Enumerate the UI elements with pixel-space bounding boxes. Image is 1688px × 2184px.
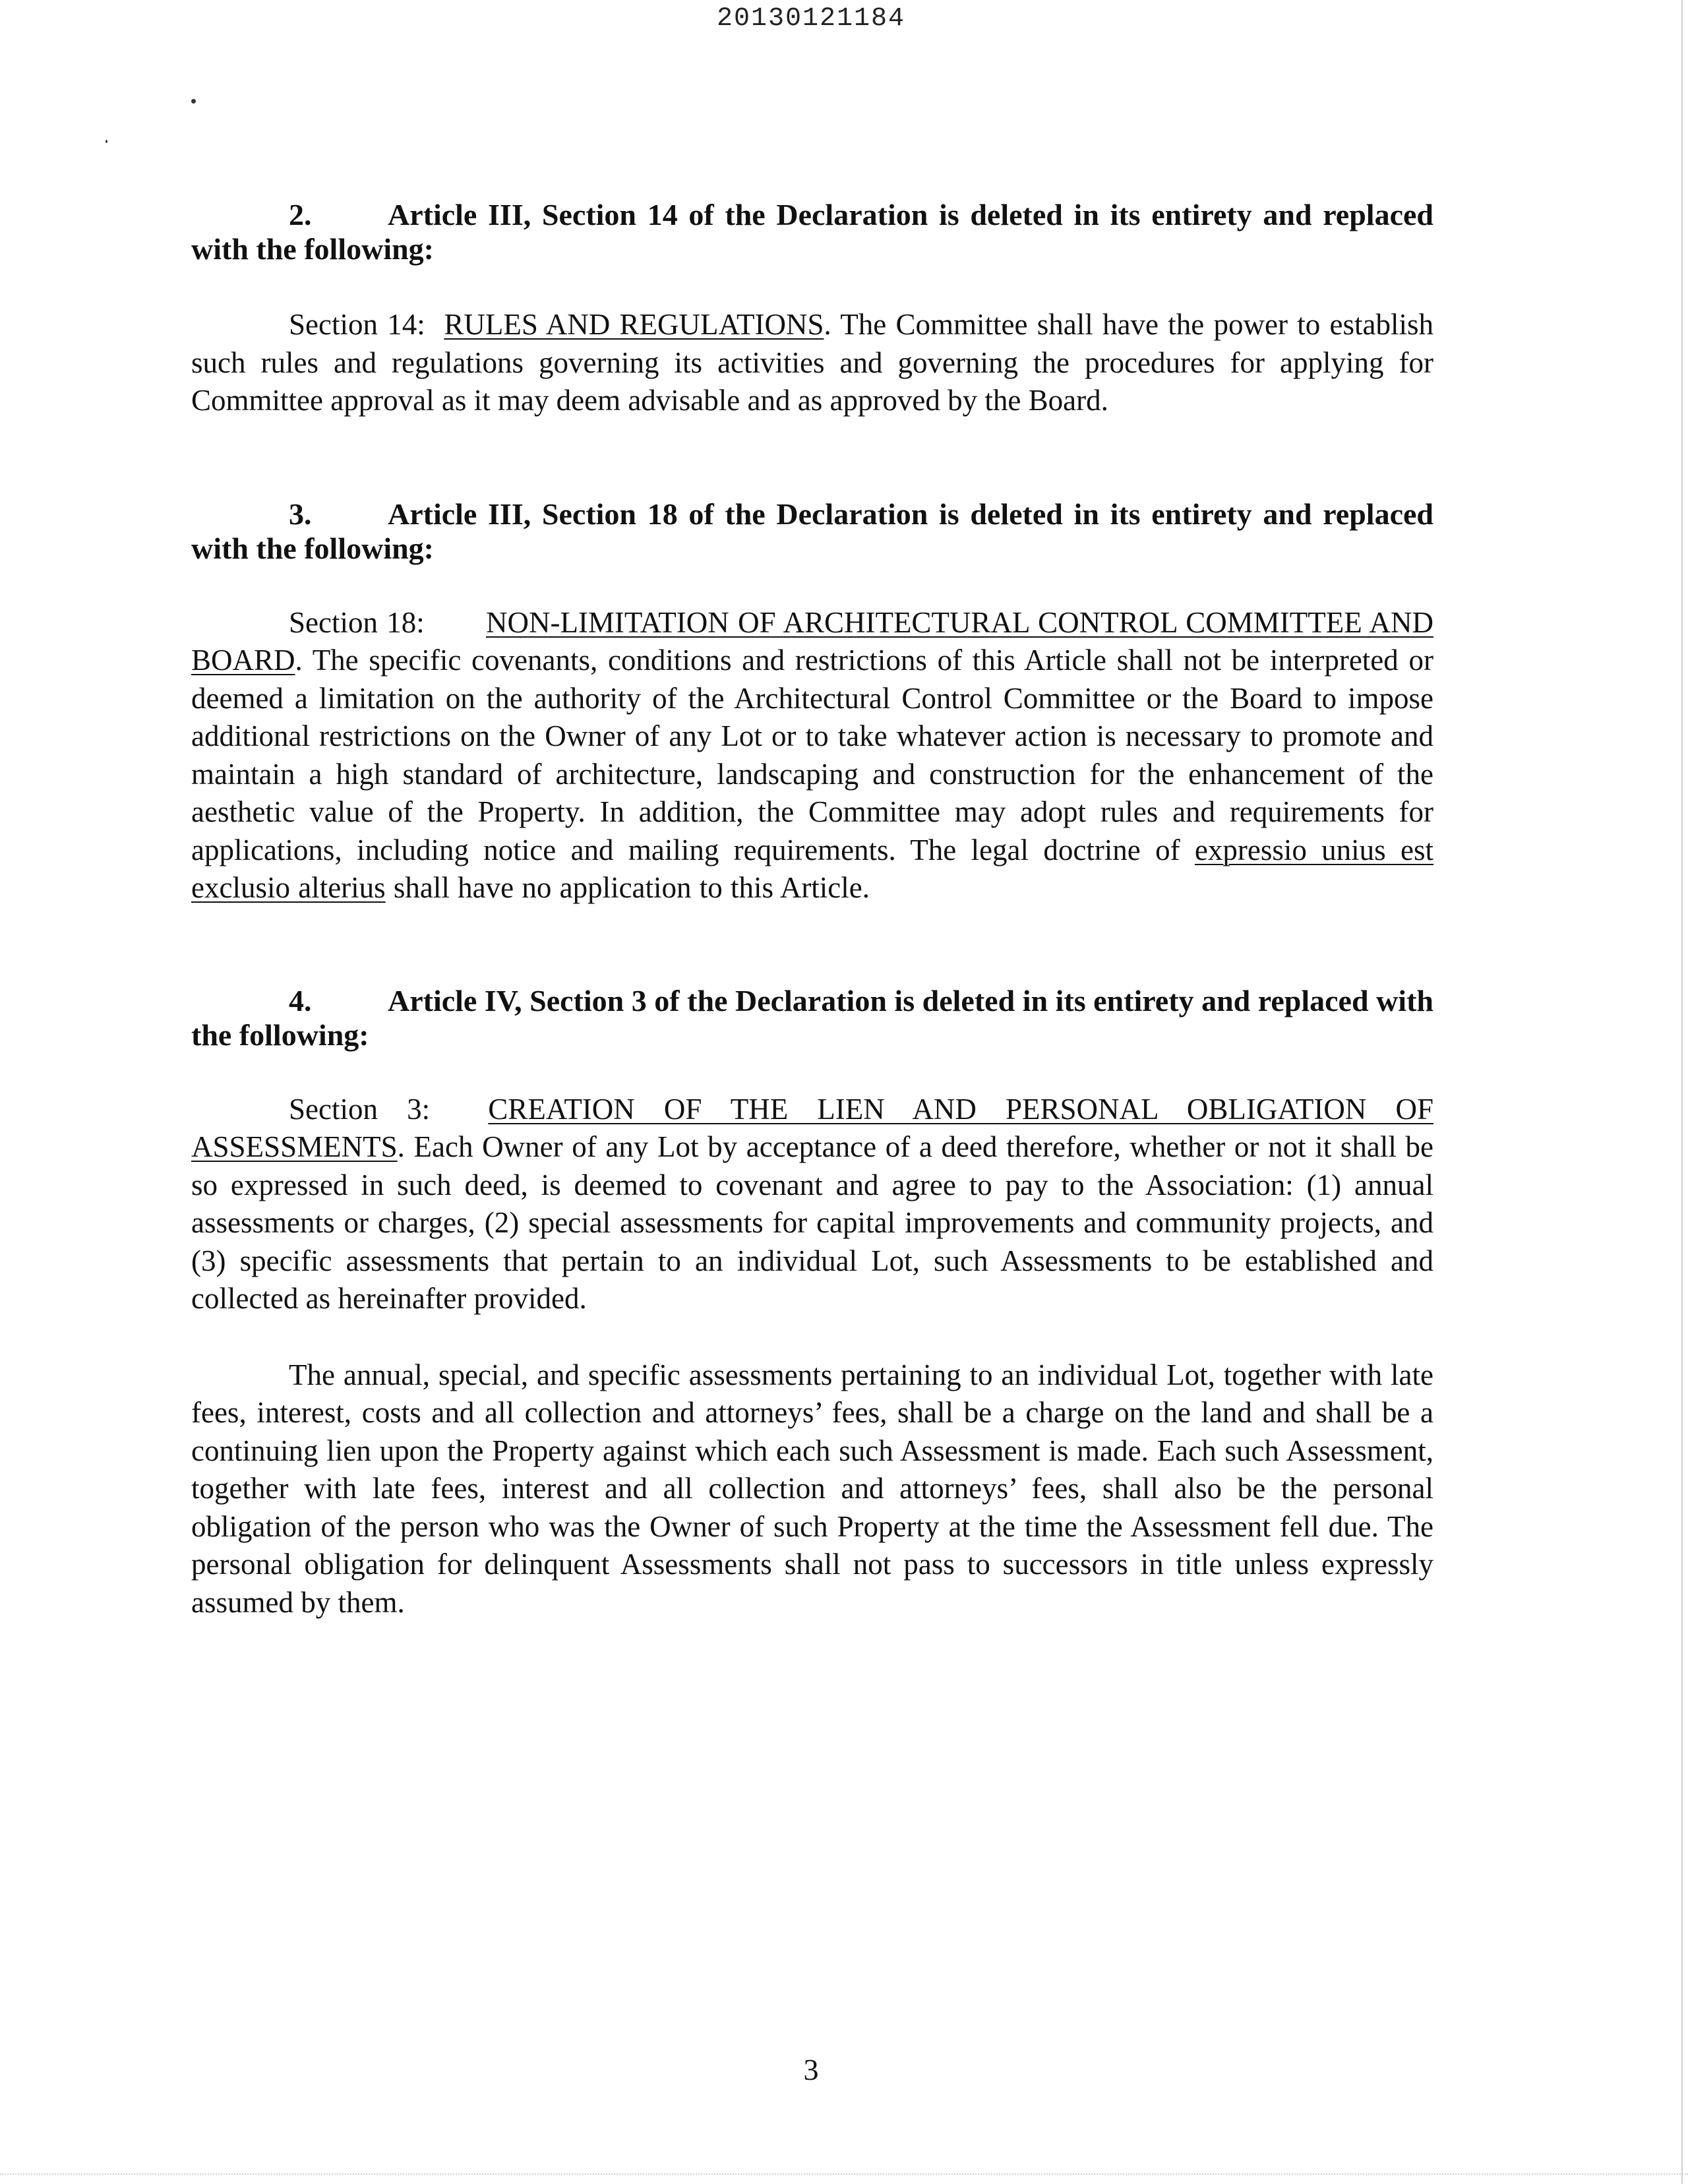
section-3-paragraph: [191, 1091, 1433, 1318]
amendment-heading-text: Article IV, Section 3 of the Declaration is deleted in its entirety and replaced with the following:: [191, 983, 1433, 1052]
section-text-end: shall have no application to this Article.: [385, 871, 870, 904]
section-label: Section 14:: [289, 308, 425, 341]
amendment-number: 2.: [289, 198, 312, 231]
section-text: . Each Owner of any Lot by acceptance of a deed therefore, whether or not it shall be so expressed in such deed, is deemed to covenant and agree to pay to the Association: (1) annual assessments or charges, (2) special assessments for capital improvements and community projects, and (3) specific assessments that pertain to an individual Lot, such Assessments to be established and collected as hereinafter provided.: [191, 1130, 1433, 1315]
recorder-document-number: 20130121184: [716, 4, 906, 34]
section-text: . The Committee shall have the power to establish such rules and regulations governing its activities and governing the procedures for applying for Committee approval as it may deem advisable and as approved by the Board.: [191, 308, 1434, 417]
section-label: Section 18:: [289, 605, 425, 639]
amendment-heading-text: Article III, Section 14 of the Declaration is deleted in its entirety and replaced with the following:: [191, 198, 1433, 266]
amendment-number: 3.: [289, 497, 312, 531]
section-14-paragraph: [191, 306, 1433, 420]
section-title: RULES AND REGULATIONS: [444, 308, 824, 341]
page-number: 3: [803, 2053, 819, 2086]
scan-speck: [106, 140, 107, 143]
amendment-number: 4.: [289, 983, 312, 1017]
amendment-heading-3: [191, 497, 1433, 566]
amendment-heading-text: Article III, Section 18 of the Declaration is deleted in its entirety and replaced with the following:: [191, 497, 1433, 565]
section-label: Section 3:: [289, 1092, 431, 1126]
amendment-heading-4: [191, 984, 1433, 1052]
section-title: NON-LIMITATION OF ARCHITECTURAL CONTROL COMMITTEE AND BOARD: [191, 605, 1433, 677]
document-body: [191, 198, 1433, 1622]
scan-speck: [191, 99, 196, 104]
scan-bottom-edge: [0, 2173, 1688, 2175]
amendment-heading-2: [191, 198, 1433, 266]
assessment-lien-paragraph: The annual, special, and specific assessments pertaining to an individual Lot, together with late fees, interest, costs and all collection and attorneys’ fees, shall be a charge on the land and shall be a continuing lien upon the Property against which each such Assessment is made. Each such Assessment, together with late fees, interest and all collection and attorneys’ fees, shall also be the personal obligation of the person who was the Owner of such Property at the time the Assessment fell due. The personal obligation for delinquent Assessments shall not pass to successors in title unless expressly assumed by them.: [191, 1358, 1433, 1619]
latin-phrase: expressio unius est exclusio alterius: [191, 833, 1433, 904]
section-title: CREATION OF THE LIEN AND PERSONAL OBLIGATION OF ASSESSMENTS: [191, 1092, 1434, 1163]
section-18-paragraph: [191, 604, 1433, 907]
page-edge-shadow: [1681, 0, 1683, 2184]
section-text: . The specific covenants, conditions and restrictions of this Article shall not be interpreted or deemed a limitation on the authority of the Architectural Control Committee or the Board to impose additional restrictions on the Owner of any Lot or to take whatever action is necessary to promote and maintain a high standard of architecture, landscaping and construction for the enhancement of the aesthetic value of the Property. In addition, the Committee may adopt rules and requirements for applications, including notice and mailing requirements. The legal doctrine of: [191, 644, 1433, 866]
